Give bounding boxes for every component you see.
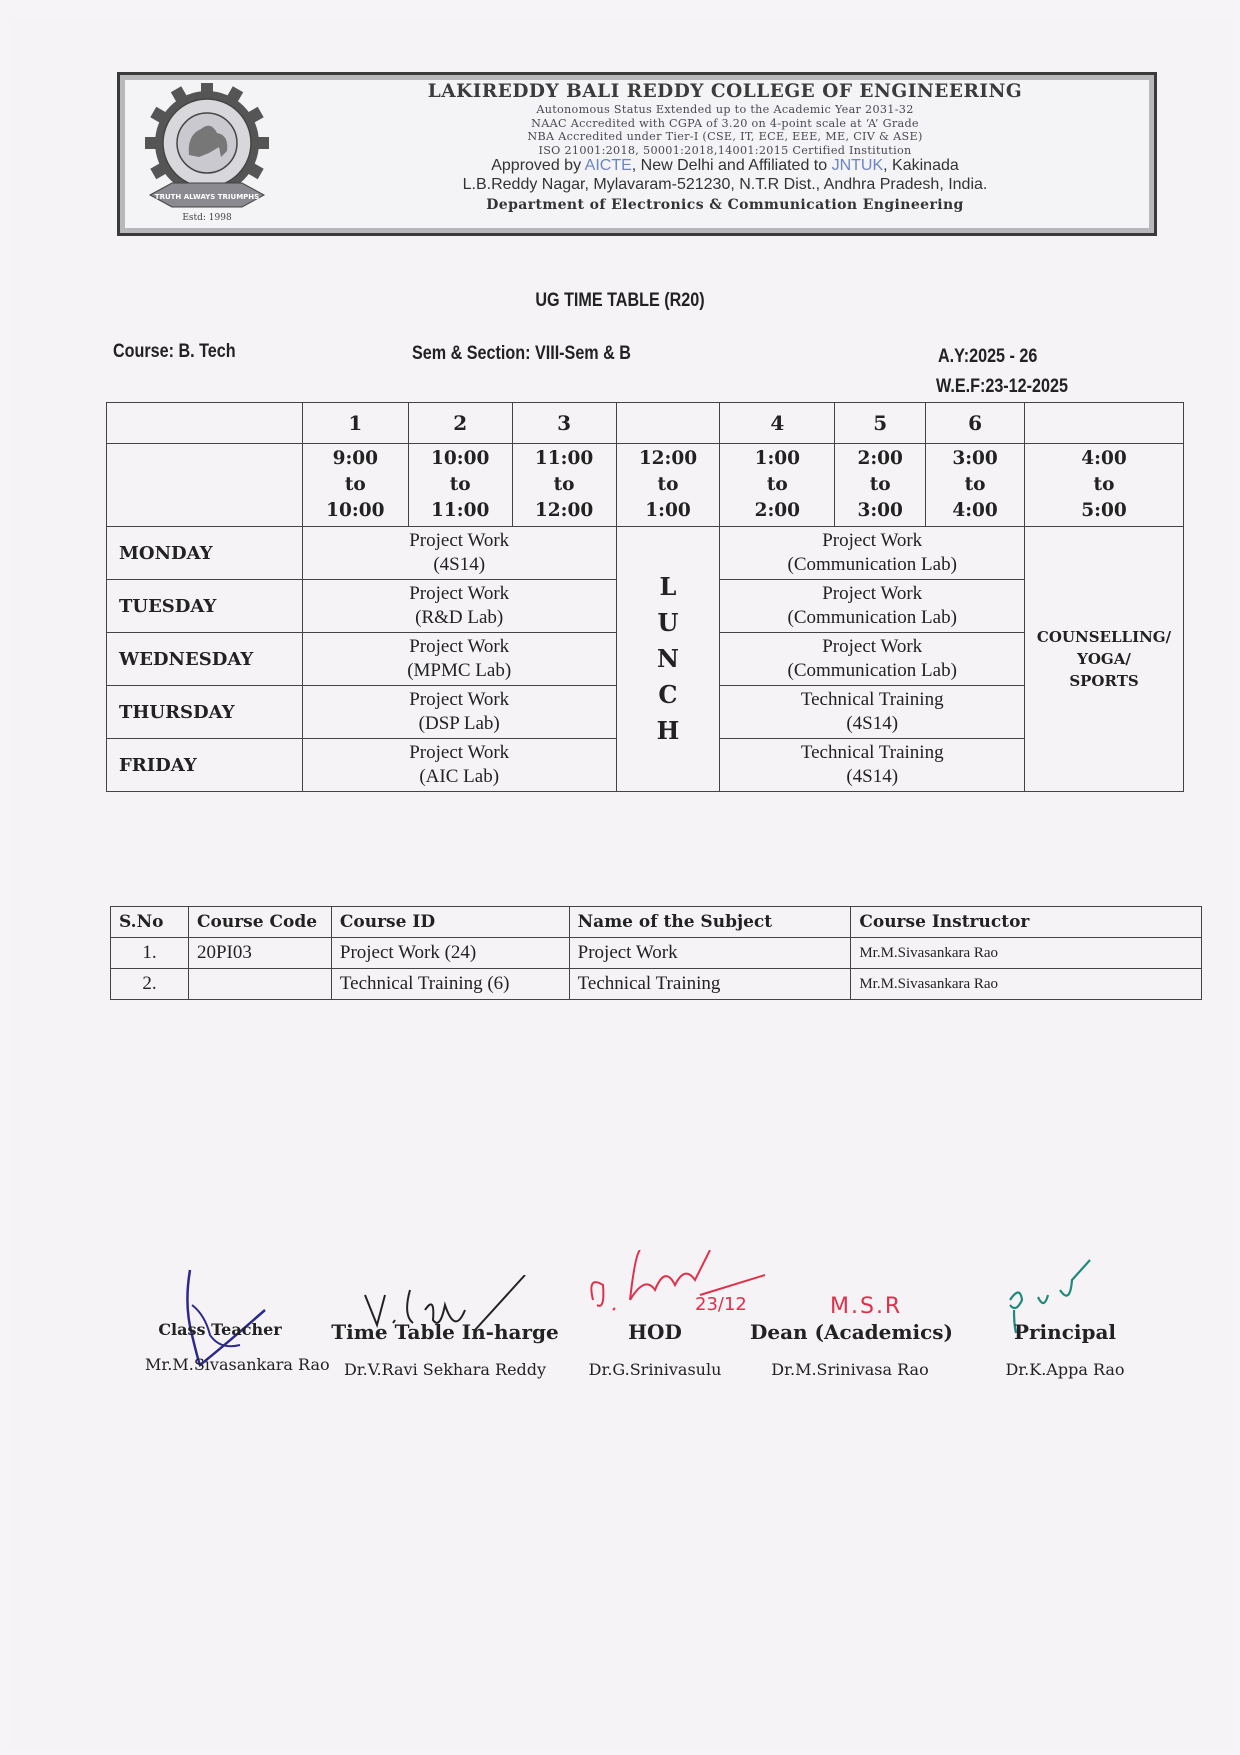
signatory-name: Dr.M.Srinivasa Rao <box>771 1360 929 1379</box>
afternoon-session: Project Work (Communication Lab) <box>720 527 1025 580</box>
serial-number: 2. <box>111 969 189 1000</box>
approval-line <box>305 157 1145 175</box>
time-slot: 4:00 to 5:00 <box>1025 444 1184 527</box>
lunch-break: L U N C H <box>616 527 720 792</box>
time-slot: 10:00 to 11:00 <box>408 444 512 527</box>
serial-number: 1. <box>111 938 189 969</box>
course-id: Technical Training (6) <box>331 969 569 1000</box>
college-address: L.B.Reddy Nagar, Mylavaram-521230, N.T.R Dist., Andhra Pradesh, India. <box>462 176 988 193</box>
day-label: THURSDAY <box>107 686 303 739</box>
day-label: TUESDAY <box>107 580 303 633</box>
college-name: LAKIREDDY BALI REDDY COLLEGE OF ENGINEERING <box>427 81 1023 102</box>
signatory-role: Time Table In-harge <box>331 1320 559 1344</box>
signatory-name: Mr.M.Sivasankara Rao <box>145 1355 330 1374</box>
accreditation-line: NAAC Accredited with CGPA of 3.20 on 4-point scale at ‘A’ Grade <box>531 116 919 130</box>
morning-session: Project Work (4S14) <box>302 527 616 580</box>
morning-session: Project Work (MPMC Lab) <box>302 633 616 686</box>
signatory-principal <box>990 1320 1140 1379</box>
day-label: FRIDAY <box>107 739 303 792</box>
sem-section-label: Sem & Section: VIII-Sem & B <box>412 343 631 364</box>
period-number: 4 <box>720 403 835 444</box>
column-header: Course ID <box>331 907 569 938</box>
afternoon-session: Technical Training (4S14) <box>720 686 1025 739</box>
time-slot: 1:00 to 2:00 <box>720 444 835 527</box>
signatory-role: HOD <box>628 1320 682 1344</box>
aicte-text: AICTE <box>584 157 632 174</box>
dean-initials: M.S.R <box>830 1294 903 1319</box>
approval-text: Approved by <box>491 157 585 174</box>
corner-cell <box>107 403 303 444</box>
academic-year-label: A.Y:2025 - 26 <box>938 346 1038 367</box>
dean-signature-icon <box>820 1285 940 1325</box>
signatory-role: Dean (Academics) <box>750 1320 954 1344</box>
period-number: 2 <box>408 403 512 444</box>
svg-text:TRUTH ALWAYS TRIUMPHS: TRUTH ALWAYS TRIUMPHS <box>154 193 260 201</box>
afternoon-session: Project Work (Communication Lab) <box>720 580 1025 633</box>
subject-name: Technical Training <box>569 969 851 1000</box>
time-row <box>107 444 1184 527</box>
day-row <box>107 527 1184 580</box>
accreditation-line: ISO 21001:2018, 50001:2018,14001:2015 Certified Institution <box>538 143 912 157</box>
college-logo-icon <box>132 83 292 223</box>
day-label: MONDAY <box>107 527 303 580</box>
column-header: Name of the Subject <box>569 907 851 938</box>
time-slot: 3:00 to 4:00 <box>926 444 1025 527</box>
timetable <box>106 402 1184 792</box>
approval-text: , New Delhi and Affiliated to <box>631 157 832 174</box>
signatory-timetable-incharge <box>330 1320 560 1379</box>
course-code: 20PI03 <box>188 938 331 969</box>
page <box>10 18 1232 1748</box>
signatory-name: Dr.K.Appa Rao <box>1005 1360 1125 1379</box>
course-instructor: Mr.M.Sivasankara Rao <box>851 969 1202 1000</box>
course-id: Project Work (24) <box>331 938 569 969</box>
table-row <box>111 969 1202 1000</box>
college-letterhead <box>117 72 1157 236</box>
period-number: 3 <box>512 403 616 444</box>
counselling-yoga-sports: COUNSELLING/ YOGA/ SPORTS <box>1025 527 1184 792</box>
period-number: 5 <box>835 403 926 444</box>
signatory-name: Dr.V.Ravi Sekhara Reddy <box>343 1360 547 1379</box>
period-number <box>616 403 720 444</box>
table-row <box>111 938 1202 969</box>
course-code <box>188 969 331 1000</box>
morning-session: Project Work (R&D Lab) <box>302 580 616 633</box>
time-slot: 9:00 to 10:00 <box>302 444 408 527</box>
period-number-row <box>107 403 1184 444</box>
time-slot: 2:00 to 3:00 <box>835 444 926 527</box>
day-label: WEDNESDAY <box>107 633 303 686</box>
subjects-table <box>110 906 1202 1000</box>
signatory-hod <box>580 1320 730 1379</box>
accreditation-line: NBA Accredited under Tier-I (CSE, IT, ECE, EEE, ME, CIV & ASE) <box>527 130 923 143</box>
afternoon-session: Technical Training (4S14) <box>720 739 1025 792</box>
subject-name: Project Work <box>569 938 851 969</box>
time-slot: 12:00 to 1:00 <box>616 444 720 527</box>
signatory-name: Dr.G.Srinivasulu <box>588 1360 722 1379</box>
morning-session: Project Work (AIC Lab) <box>302 739 616 792</box>
signatory-dean <box>750 1320 954 1379</box>
department-name: Department of Electronics & Communication Engineering <box>486 197 964 213</box>
period-number <box>1025 403 1184 444</box>
course-label: Course: B. Tech <box>113 341 236 362</box>
document-title: UG TIME TABLE (R20) <box>535 290 705 311</box>
jntuk-text: JNTUK <box>831 157 884 174</box>
approval-text: , Kakinada <box>883 157 959 174</box>
signatory-role: Principal <box>1013 1320 1117 1344</box>
period-number: 6 <box>926 403 1025 444</box>
accreditation-line: Autonomous Status Extended up to the Academic Year 2031-32 <box>536 103 914 116</box>
signatory-role: Class Teacher <box>158 1320 282 1339</box>
column-header: Course Code <box>188 907 331 938</box>
column-header: S.No <box>111 907 189 938</box>
period-number: 1 <box>302 403 408 444</box>
morning-session: Project Work (DSP Lab) <box>302 686 616 739</box>
corner-cell <box>107 444 303 527</box>
subjects-header-row <box>111 907 1202 938</box>
column-header: Course Instructor <box>851 907 1202 938</box>
hod-date-note: 23/12 <box>695 1294 747 1315</box>
signatory-class-teacher <box>145 1320 330 1374</box>
time-slot: 11:00 to 12:00 <box>512 444 616 527</box>
wef-label: W.E.F:23-12-2025 <box>936 376 1068 397</box>
svg-text:Estd: 1998: Estd: 1998 <box>182 213 232 223</box>
course-instructor: Mr.M.Sivasankara Rao <box>851 938 1202 969</box>
afternoon-session: Project Work (Communication Lab) <box>720 633 1025 686</box>
